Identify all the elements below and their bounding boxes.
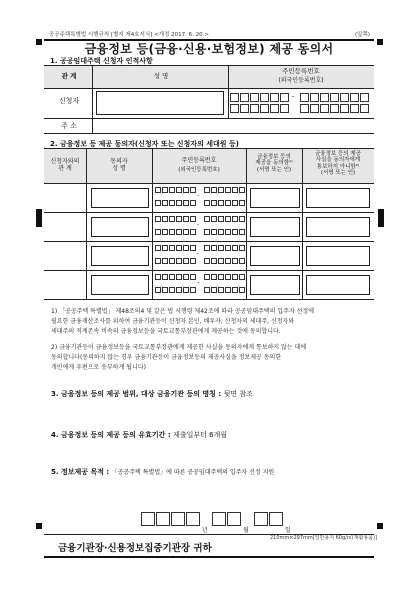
consenter-id-digit[interactable] xyxy=(239,187,245,193)
consenter-id-digit[interactable] xyxy=(218,229,224,235)
consenter-id-digit[interactable] xyxy=(155,200,161,206)
consenter-id-digit[interactable] xyxy=(155,187,161,193)
note2-line2: 동의합니다(동의하지 않는 경우 금융기관등이 금융정보등의 제공사실을 정보제공 동의한 xyxy=(51,354,282,361)
consenter-id-digit[interactable] xyxy=(204,287,210,293)
item4 xyxy=(51,430,227,440)
section2-col-no-notify: 금융정보 등의 제공 사실을 동의자에게 통보하지 아니함²⁾ (서명 또는 인) xyxy=(314,151,361,176)
id-digit-box[interactable] xyxy=(360,104,369,113)
consenter-id-digit[interactable] xyxy=(190,229,196,235)
row-rule xyxy=(44,299,374,300)
consenter-id-digit[interactable] xyxy=(162,200,168,206)
applicant-id-field[interactable] xyxy=(230,91,372,115)
applicant-name-field[interactable] xyxy=(96,91,224,115)
page-side-label: (앞쪽) xyxy=(355,32,370,38)
section1-row-address: 주 소 xyxy=(61,122,77,130)
section2-col-consenter: 동의자 성 명 xyxy=(110,158,128,172)
date-month-label: 월 xyxy=(243,527,249,534)
consenter-id-digit[interactable] xyxy=(190,258,196,264)
consenter-id-digit[interactable] xyxy=(225,216,231,222)
paper-size-note: 210mm×297mm[일반용지 60g/㎡(재활용품)] xyxy=(270,535,378,541)
id-digit-box[interactable] xyxy=(240,93,249,102)
consenter-id-digit[interactable] xyxy=(225,274,231,280)
consent-signature-field[interactable] xyxy=(250,246,300,266)
consenter-id-digit[interactable] xyxy=(183,274,189,280)
note2-line3: 개인에게 우편으로 송부하게 됩니다) xyxy=(51,364,147,371)
consenter-id-digit[interactable] xyxy=(162,245,168,251)
section2-col-relation: 신청자와의 관 계 xyxy=(50,158,80,172)
consent-signature-field[interactable] xyxy=(250,217,300,237)
section2-col-id: 주민등록번호 xyxy=(181,157,217,164)
addressee: 금융기관장·신용정보집중기관장 귀하 xyxy=(58,543,212,554)
id-digit-box[interactable] xyxy=(350,104,359,113)
section1-col-name: 성 명 xyxy=(153,72,169,80)
id-digit-box[interactable] xyxy=(260,93,269,102)
section2-divider-1 xyxy=(86,149,87,300)
consenter-id-digit[interactable] xyxy=(232,245,238,251)
consenter-id-digit[interactable] xyxy=(239,245,245,251)
consenter-id-digit[interactable] xyxy=(225,229,231,235)
id-digit-box[interactable] xyxy=(330,104,339,113)
no-notify-signature-field[interactable] xyxy=(306,275,370,295)
consenter-id-digit[interactable] xyxy=(232,229,238,235)
consenter-id-digit[interactable] xyxy=(155,287,161,293)
date-month-field[interactable] xyxy=(212,512,242,532)
consenter-id-digit[interactable] xyxy=(218,216,224,222)
id-digit-box[interactable] xyxy=(230,104,239,113)
id-digit-box[interactable] xyxy=(260,104,269,113)
consenter-id-digit[interactable] xyxy=(211,274,217,280)
item5-value: 「공공주택 특별법」에 따른 공공임대주택의 입주자 선정 지원 xyxy=(111,469,275,476)
section1-col-id-sub: (외국인등록번호) xyxy=(278,77,324,84)
consenter-id-digit[interactable] xyxy=(183,216,189,222)
consenter-id-digit[interactable] xyxy=(162,187,168,193)
consenter-id-digit[interactable] xyxy=(169,216,175,222)
date-digit-box[interactable] xyxy=(186,512,200,526)
consenter-id-digit[interactable] xyxy=(190,187,196,193)
consenter-id-digit[interactable] xyxy=(204,258,210,264)
consenter-id-digit[interactable] xyxy=(211,229,217,235)
consenter-id-digit[interactable] xyxy=(183,187,189,193)
consenter-id-digit[interactable] xyxy=(218,274,224,280)
consenter-id-digit[interactable] xyxy=(183,229,189,235)
id-dash: - xyxy=(197,250,200,257)
consenter-id-digit[interactable] xyxy=(169,274,175,280)
date-digit-box[interactable] xyxy=(212,512,226,526)
id-digit-box[interactable] xyxy=(310,93,319,102)
consenter-id-digit[interactable] xyxy=(190,200,196,206)
consenter-id-digit[interactable] xyxy=(162,287,168,293)
consenter-id-digit[interactable] xyxy=(239,216,245,222)
applicant-address-field[interactable] xyxy=(94,119,374,133)
consenter-row xyxy=(44,184,374,213)
id-dash: - xyxy=(197,279,200,286)
id-dash: - xyxy=(197,192,200,199)
consenter-id-digit[interactable] xyxy=(218,245,224,251)
consent-signature-field[interactable] xyxy=(250,188,300,208)
consenter-id-digit[interactable] xyxy=(218,287,224,293)
consenter-id-digit[interactable] xyxy=(190,287,196,293)
id-digit-box[interactable] xyxy=(240,104,249,113)
id-digit-box[interactable] xyxy=(250,93,259,102)
consenter-id-digit[interactable] xyxy=(169,245,175,251)
consenter-id-digit[interactable] xyxy=(232,187,238,193)
consenter-id-digit[interactable] xyxy=(176,287,182,293)
consenter-id-digit[interactable] xyxy=(155,245,161,251)
consenter-id-digit[interactable] xyxy=(232,274,238,280)
consenter-id-digit[interactable] xyxy=(232,200,238,206)
consenter-id-digit[interactable] xyxy=(211,216,217,222)
consenter-id-digit[interactable] xyxy=(169,200,175,206)
id-dash: - xyxy=(197,221,200,228)
item5 xyxy=(51,467,274,477)
consenter-id-digit[interactable] xyxy=(225,245,231,251)
consenter-id-digit[interactable] xyxy=(183,258,189,264)
consenter-id-digit[interactable] xyxy=(211,187,217,193)
id-digit-box[interactable] xyxy=(280,104,289,113)
consenter-id-digit[interactable] xyxy=(211,245,217,251)
note1-line3: 세대주의 직계존속 비속의 금융정보등을 국토교통부장관에게 제공하는 것에 동의합니다. xyxy=(51,328,281,335)
consenter-id-digit[interactable] xyxy=(204,229,210,235)
section1-divider-1 xyxy=(92,66,93,133)
item5-label: 5. 정보제공 목적 : xyxy=(51,468,110,476)
consenter-id-digit[interactable] xyxy=(225,187,231,193)
id-digit-box[interactable] xyxy=(250,104,259,113)
consenter-id-digit[interactable] xyxy=(176,216,182,222)
consenter-id-digit[interactable] xyxy=(183,245,189,251)
registration-mark-mid-right xyxy=(378,209,384,227)
consenter-id-digit[interactable] xyxy=(232,216,238,222)
section2-divider-4 xyxy=(302,149,303,300)
consenter-id-digit[interactable] xyxy=(190,216,196,222)
consenter-id-digit[interactable] xyxy=(232,287,238,293)
consenter-id-digit[interactable] xyxy=(190,245,196,251)
section1-bottom-rule xyxy=(44,133,374,134)
consenter-id-digit[interactable] xyxy=(239,200,245,206)
consenter-id-digit[interactable] xyxy=(239,287,245,293)
consenter-id-digit[interactable] xyxy=(225,287,231,293)
consenter-id-digit[interactable] xyxy=(211,258,217,264)
consenter-id-digit[interactable] xyxy=(176,187,182,193)
item3-label: 3. 금융정보 등의 제공 범위, 대상 금융기관 등의 명칭 : xyxy=(51,390,222,398)
section1-col-relation: 관 계 xyxy=(61,72,77,80)
consenter-id-digit[interactable] xyxy=(155,229,161,235)
id-digit-box[interactable] xyxy=(310,104,319,113)
consenter-id-digit[interactable] xyxy=(162,258,168,264)
section1-rule-a xyxy=(44,88,374,89)
consenter-id-digit[interactable] xyxy=(169,258,175,264)
date-digit-box[interactable] xyxy=(269,512,283,526)
consenter-id-digit[interactable] xyxy=(162,216,168,222)
consenter-id-digit[interactable] xyxy=(204,245,210,251)
date-year-label: 년 xyxy=(202,527,208,534)
consenter-name-field[interactable] xyxy=(91,246,149,266)
consenter-id-digit[interactable] xyxy=(155,258,161,264)
date-digit-box[interactable] xyxy=(254,512,268,526)
consenter-id-digit[interactable] xyxy=(169,287,175,293)
id-digit-box[interactable] xyxy=(320,93,329,102)
note2-line1: 2) 금융기관등이 금융정보등을 국토교통부장관에게 제공한 사실을 동의자에게 통보하지 않는 데에 xyxy=(51,344,307,351)
item3 xyxy=(51,389,253,399)
no-notify-signature-field[interactable] xyxy=(306,246,370,266)
consenter-row xyxy=(44,213,374,242)
section1-row-applicant: 신청자 xyxy=(58,97,80,105)
date-digit-box[interactable] xyxy=(141,512,155,526)
section1-heading: 1. 공공임대주택 신청자 인적사항 xyxy=(50,57,153,65)
consenter-id-digit[interactable] xyxy=(218,200,224,206)
registration-mark-bottom-left xyxy=(36,523,42,529)
consenter-name-field[interactable] xyxy=(91,188,149,208)
consenter-id-digit[interactable] xyxy=(211,287,217,293)
consenter-id-digit[interactable] xyxy=(204,200,210,206)
consenter-id-digit[interactable] xyxy=(155,216,161,222)
bottom-rule xyxy=(44,556,374,558)
consenter-id-digit[interactable] xyxy=(183,200,189,206)
date-digit-box[interactable] xyxy=(171,512,185,526)
consenter-id-digit[interactable] xyxy=(176,274,182,280)
registration-mark-top-right xyxy=(377,39,383,45)
consenter-id-digit[interactable] xyxy=(211,200,217,206)
date-digit-box[interactable] xyxy=(156,512,170,526)
consenter-id-digit[interactable] xyxy=(225,200,231,206)
section2-col-consent: 금융정보 등의 제공을 동의함¹⁾ (서명 또는 인) xyxy=(255,154,293,173)
item4-label: 4. 금융정보 등의 제공 등의 유효기간 : xyxy=(51,431,171,439)
consenter-id-digit[interactable] xyxy=(190,274,196,280)
id-digit-box[interactable] xyxy=(340,104,349,113)
registration-mark-top-left xyxy=(36,39,42,45)
section2-divider-2 xyxy=(152,149,153,300)
item4-value: 제출일부터 6개월 xyxy=(173,431,228,439)
consent-signature-field[interactable] xyxy=(250,275,300,295)
consenter-name-field[interactable] xyxy=(91,275,149,295)
id-digit-box[interactable] xyxy=(360,93,369,102)
consenter-id-digit[interactable] xyxy=(239,258,245,264)
consenter-id-digit[interactable] xyxy=(218,187,224,193)
consenter-id-digit[interactable] xyxy=(239,229,245,235)
consenter-id-digit[interactable] xyxy=(232,258,238,264)
consenter-id-digit[interactable] xyxy=(169,229,175,235)
date-day-label: 일 xyxy=(285,527,291,534)
date-year-field[interactable] xyxy=(141,512,201,532)
consenter-id-digit[interactable] xyxy=(218,258,224,264)
consenter-name-field[interactable] xyxy=(91,217,149,237)
section2-divider-3 xyxy=(246,149,247,300)
consenter-id-digit[interactable] xyxy=(225,258,231,264)
note1-line1: 1) 「공공주택 특별법」 제48조의4 및 같은 법 시행령 제42조에 따라 공공임대주택의 입주자 선정에 xyxy=(51,308,314,315)
consenter-row xyxy=(44,242,374,271)
id-digit-box[interactable] xyxy=(300,104,309,113)
date-digit-box[interactable] xyxy=(227,512,241,526)
consenter-id-digit[interactable] xyxy=(204,187,210,193)
consenter-id-digit[interactable] xyxy=(169,187,175,193)
item3-value: 뒷면 참조 xyxy=(223,390,253,398)
id-dash: - xyxy=(292,93,295,101)
id-digit-box[interactable] xyxy=(350,93,359,102)
id-digit-box[interactable] xyxy=(330,93,339,102)
id-digit-box[interactable] xyxy=(270,93,279,102)
id-digit-box[interactable] xyxy=(340,93,349,102)
consenter-id-digit[interactable] xyxy=(176,200,182,206)
id-digit-box[interactable] xyxy=(320,104,329,113)
document-title: 금융정보 등(금융·신용·보험정보) 제공 동의서 xyxy=(84,42,334,56)
consenter-id-digit[interactable] xyxy=(204,274,210,280)
section1-col-id: 주민등록번호 xyxy=(282,67,320,75)
consenter-id-digit[interactable] xyxy=(162,274,168,280)
consenter-id-digit[interactable] xyxy=(183,287,189,293)
no-notify-signature-field[interactable] xyxy=(306,188,370,208)
date-day-field[interactable] xyxy=(254,512,284,532)
form-reference: 공공주택특별법 시행규칙 [별지 제4호서식] <개정 2017. 6. 20.> xyxy=(49,32,209,38)
consenter-id-digit[interactable] xyxy=(176,229,182,235)
consenter-id-digit[interactable] xyxy=(162,229,168,235)
registration-mark-bottom-right xyxy=(377,523,383,529)
consenter-id-digit[interactable] xyxy=(155,274,161,280)
consenter-id-digit[interactable] xyxy=(176,258,182,264)
id-digit-box[interactable] xyxy=(230,93,239,102)
id-digit-box[interactable] xyxy=(280,93,289,102)
id-digit-box[interactable] xyxy=(270,104,279,113)
consenter-id-digit[interactable] xyxy=(239,274,245,280)
section2-heading: 2. 금융정보 등 제공 동의자(신청자 또는 신청자의 세대원 등) xyxy=(50,140,239,148)
section2-col-id-sub: (외국인등록번호) xyxy=(178,167,220,173)
consenter-row xyxy=(44,271,374,300)
id-digit-box[interactable] xyxy=(300,93,309,102)
consenter-id-digit[interactable] xyxy=(176,245,182,251)
note1-line2: 필요한 금융재산조사를 위하여 금융기관등이 신청자 본인, 배우자, 신청자의 세대주, 신청자와 xyxy=(51,318,295,325)
consenter-id-digit[interactable] xyxy=(204,216,210,222)
no-notify-signature-field[interactable] xyxy=(306,217,370,237)
registration-mark-mid-left xyxy=(36,209,42,227)
section1-divider-2 xyxy=(228,66,229,118)
